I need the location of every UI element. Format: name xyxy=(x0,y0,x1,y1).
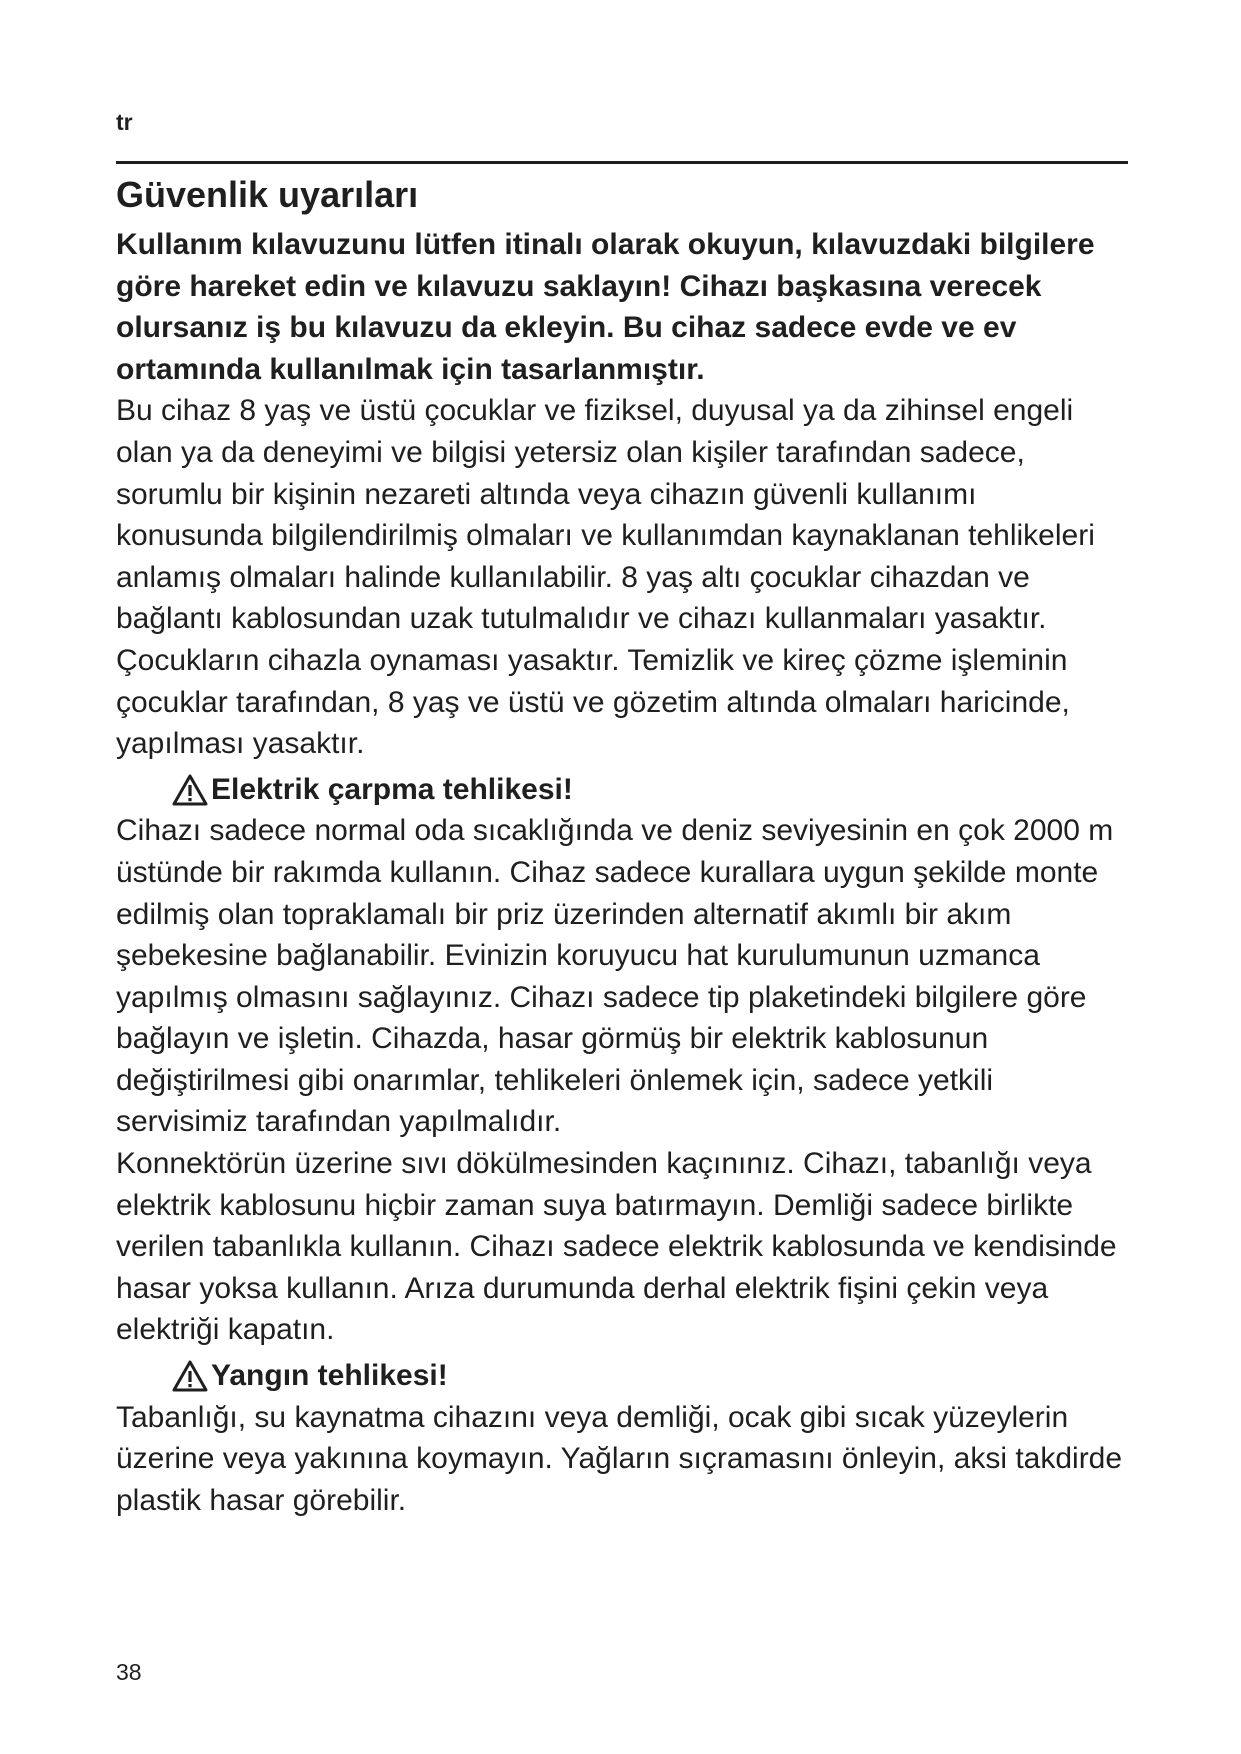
warning-triangle-icon xyxy=(172,1360,208,1392)
fire-warning-title: Yangın tehlikesi! xyxy=(211,1359,448,1393)
intro-bold-text: Kullanım kılavuzunu lütfen itinalı olarak okuyun, kılavuzdaki bilgilere göre hareket edin ve kılavuzu saklayın! Cihazı başkasına verecek olursanız iş bu kılavuzu da ekleyin. Bu cihaz sadece evde ve ev ortamında kullanılmak için tasarlanmıştır. xyxy=(116,228,1095,386)
page-number: 38 xyxy=(116,1659,142,1685)
electric-shock-warning-heading xyxy=(172,769,1128,811)
electric-paragraph-2: Konnektörün üzerine sıvı dökülmesinden kaçınınız. Cihazı, tabanlığı veya elektrik kablosunu hiçbir zaman suya batırmayın. Demliği sadece birlikte verilen tabanlıkla kullanın. Cihazı sadece elektrik kablosunda ve kendisinde hasar yoksa kullanın. Arıza durumunda derhal elektrik fişini çekin veya elektriği kapatın. xyxy=(116,1147,1117,1347)
electric-paragraph-1: Cihazı sadece normal oda sıcaklığında ve deniz seviyesinin en çok 2000 m üstünde bir rakımda kullanın. Cihaz sadece kurallara uygun şekilde monte edilmiş olan topraklamalı bir priz üzerinden alternatif akımlı bir akım şebekesine bağlanabilir. Evinizin koruyucu hat kurulumunun uzmanca yapılmış olmasını sağlayınız. Cihazı sadece tip plaketindeki bilgilere göre bağlayın ve işletin. Cihazda, hasar görmüş bir elektrik kablosunun değiştirilmesi gibi onarımlar, tehlikeleri önlemek için, sadece yetkili servisimiz tarafından yapılmalıdır. xyxy=(116,814,1114,1139)
electric-shock-warning-title: Elektrik çarpma tehlikesi! xyxy=(211,772,573,806)
fire-warning-heading xyxy=(172,1355,1128,1397)
section-title: Güvenlik uyarıları xyxy=(116,174,419,215)
page-content xyxy=(116,170,1128,1521)
language-code: tr xyxy=(116,109,133,135)
children-safety-paragraph: Bu cihaz 8 yaş ve üstü çocuklar ve fiziksel, duyusal ya da zihinsel engeli olan ya da deneyimi ve bilgisi yetersiz olan kişiler tarafından sadece, sorumlu bir kişinin nezareti altında veya cihazın güvenli kullanımı konusunda bilgilendirilmiş olmaları ve kullanımdan kaynaklanan tehlikeleri anlamış olmaları halinde kullanılabilir. 8 yaş altı çocuklar cihazdan ve bağlantı kablosundan uzak tutulmalıdır ve cihazı kullanmaları yasaktır. Çocukların cihazla oynaması yasaktır. Temizlik ve kireç çözme işleminin çocuklar tarafından, 8 yaş ve üstü ve gözetim altında olmaları haricinde, yapılması yasaktır. xyxy=(116,394,1095,761)
fire-paragraph-1: Tabanlığı, su kaynatma cihazını veya demliği, ocak gibi sıcak yüzeylerin üzerine veya yakınına koymayın. Yağların sıçramasını önleyin, aksi takdirde plastik hasar görebilir. xyxy=(116,1400,1123,1517)
header-divider xyxy=(116,161,1128,164)
warning-triangle-icon xyxy=(172,774,208,806)
